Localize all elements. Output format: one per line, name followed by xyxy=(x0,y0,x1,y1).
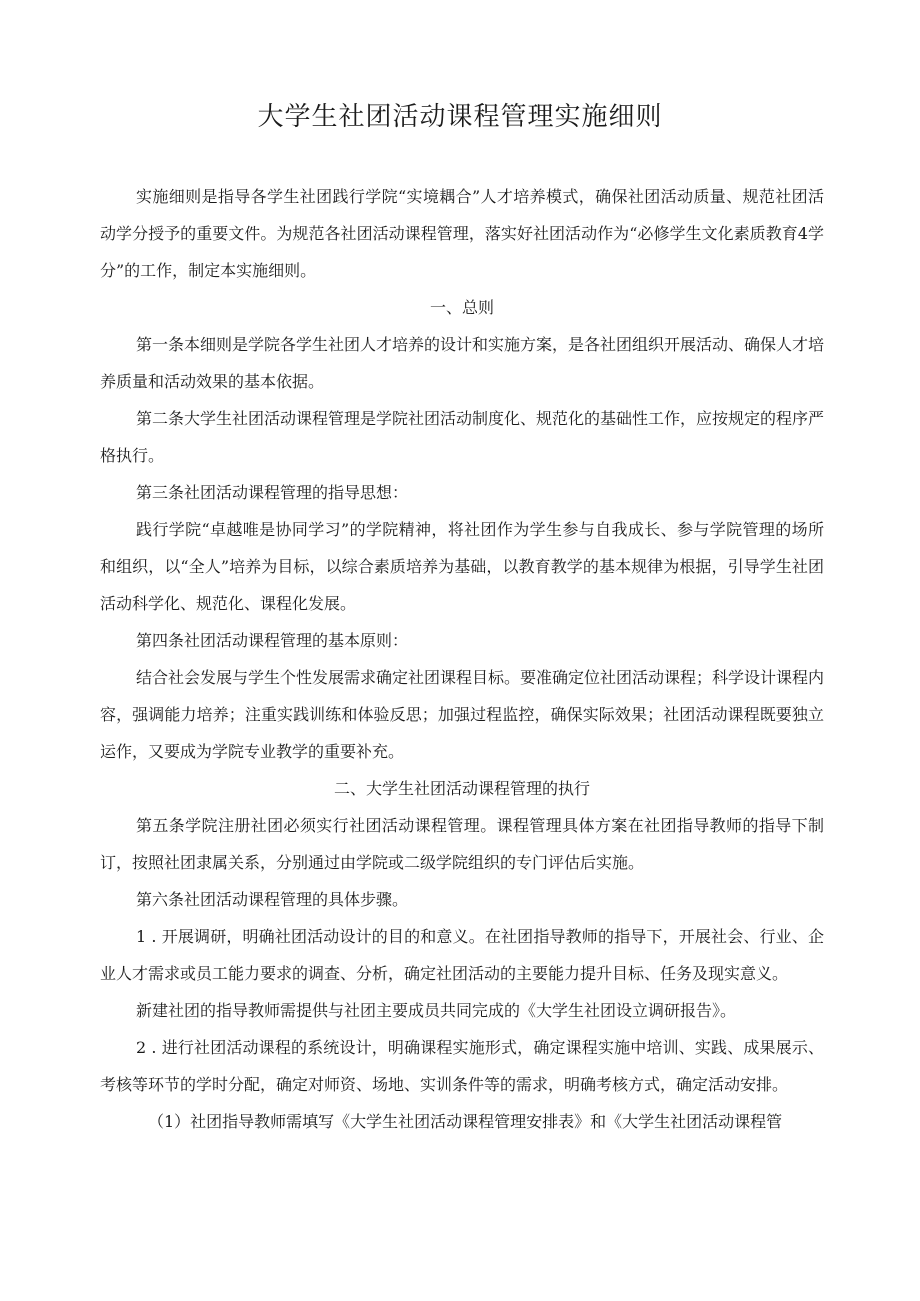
step-2-item-1: （1）社团指导教师需填写《大学生社团活动课程管理安排表》和《大学生社团活动课程管 xyxy=(148,1112,783,1131)
article-4: 第四条社团活动课程管理的基本原则： xyxy=(136,631,409,650)
step-2: 2 . 进行社团活动课程的系统设计，明确课程实施形式，确定课程实施中培训、实践、成果展示、考核等环节的学时分配，确定对师资、场地、实训条件等的需求，明确考核方式，确定活动安排。 xyxy=(100,1038,824,1094)
article-4-body: 结合社会发展与学生个性发展需求确定社团课程目标。要准确定位社团活动课程；科学设计课程内容，强调能力培养；注重实践训练和体验反思；加强过程监控，确保实际效果；社团活动课程既要独立运作，又要成为学院专业教学的重要补充。 xyxy=(100,668,825,761)
step-1: 1 . 开展调研，明确社团活动设计的目的和意义。在社团指导教师的指导下，开展社会、行业、企业人才需求或员工能力要求的调查、分析，确定社团活动的主要能力提升目标、任务及现实意义。 xyxy=(100,927,824,983)
article-6: 第六条社团活动课程管理的具体步骤。 xyxy=(136,890,409,909)
section-heading-1: 一、总则 xyxy=(429,298,494,317)
article-1: 第一条本细则是学院各学生社团人才培养的设计和实施方案，是各社团组织开展活动、确保人才培养质量和活动效果的基本依据。 xyxy=(100,335,825,391)
step-1-note: 新建社团的指导教师需提供与社团主要成员共同完成的《大学生社团设立调研报告》。 xyxy=(136,1001,737,1020)
document-body xyxy=(100,178,824,1140)
intro-paragraph: 实施细则是指导各学生社团践行学院“实境耦合”人才培养模式，确保社团活动质量、规范社团活动学分授予的重要文件。为规范各社团活动课程管理，落实好社团活动作为“必修学生文化素质教育4学分”的工作，制定本实施细则。 xyxy=(100,187,824,280)
section-heading-2: 二、大学生社团活动课程管理的执行 xyxy=(333,779,590,798)
article-3: 第三条社团活动课程管理的指导思想： xyxy=(136,483,409,502)
article-5: 第五条学院注册社团必须实行社团活动课程管理。课程管理具体方案在社团指导教师的指导下制订，按照社团隶属关系，分别通过由学院或二级学院组织的专门评估后实施。 xyxy=(100,816,824,872)
page-title: 大学生社团活动课程管理实施细则 xyxy=(257,102,663,132)
article-2: 第二条大学生社团活动课程管理是学院社团活动制度化、规范化的基础性工作，应按规定的程序严格执行。 xyxy=(100,409,825,465)
article-3-body: 践行学院“卓越唯是协同学习”的学院精神，将社团作为学生参与自我成长、参与学院管理的场所和组织，以“全人”培养为目标，以综合素质培养为基础，以教育教学的基本规律为根据，引导学生社团活动科学化、规范化、课程化发展。 xyxy=(100,520,824,613)
